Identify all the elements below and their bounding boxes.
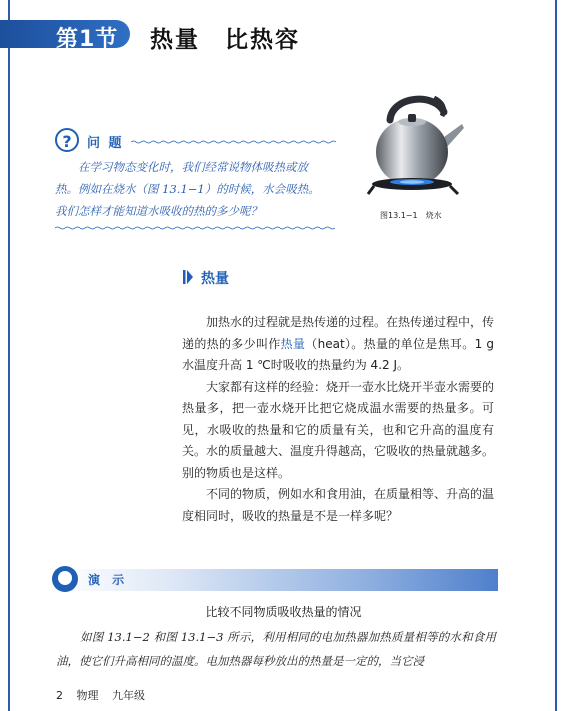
demo-label: 演 示 xyxy=(88,573,129,587)
paragraph-2: 大家都有这样的经验：烧开一壶水比烧开半壶水需要的热量多，把一壶水烧开比把它烧成温水需要的热量多。可见，水吸收的热量和它的质量有关，也和它升高的温度有关。水的质量越大、温度升得越高，它吸收的热量就越多。别的物质也是这样。 xyxy=(182,379,495,480)
page-number: 2 xyxy=(56,689,63,702)
body-text xyxy=(182,312,494,527)
page-footer xyxy=(56,687,155,703)
paragraph-1 xyxy=(182,312,494,377)
wavy-divider-top xyxy=(131,140,336,144)
term-heat: 热量 xyxy=(280,336,306,351)
demo-paragraph: 如图 13.1−2 和图 13.1−3 所示，利用相同的电加热器加热质量相等的水和食用油，使它们升高相同的温度。电加热器每秒放出的热量是一定的，当它浸 xyxy=(56,630,496,668)
demo-text xyxy=(56,625,496,673)
question-text xyxy=(55,156,337,222)
paragraph-3: 不同的物质，例如水和食用油，在质量相等、升高的温度相同时，吸收的热量是不是一样多呢？ xyxy=(182,487,495,523)
figure-caption: 图13.1−1 烧水 xyxy=(380,211,442,220)
section-number: 第1节 xyxy=(56,27,119,52)
question-line: 我们怎样才能知道水吸收的热的多少呢？ xyxy=(55,204,262,218)
footer-grade: 九年级 xyxy=(112,689,145,702)
question-icon: ? xyxy=(55,128,79,152)
paragraph-1-after: （heat）。热量的单位是焦耳。1 g 水温度升高 1 ℃时吸收的热量约为 4.2 J。 xyxy=(182,336,494,372)
section-title: 热量 比热容 xyxy=(150,27,300,53)
demo-icon xyxy=(52,566,78,592)
wavy-divider-bottom xyxy=(55,226,337,230)
kettle-image xyxy=(362,90,468,200)
question-line: 在学习物态变化时，我们经常说物体吸热或放 xyxy=(78,160,308,174)
question-label: 问 题 xyxy=(87,136,124,151)
question-box xyxy=(55,128,337,232)
demo-heading: 比较不同物质吸收热量的情况 xyxy=(205,605,362,619)
paragraph-1-before: 加热水的过程就是热传递的过程。在热传递过程中，传递的热的多少叫作 xyxy=(182,315,495,351)
question-line: 热。例如在烧水（图 13.1−1）的时候，水会吸热。 xyxy=(55,182,320,196)
footer-subject: 物理 xyxy=(76,689,99,702)
section-marker-icon xyxy=(183,270,193,284)
subsection-title: 热量 xyxy=(201,271,229,287)
